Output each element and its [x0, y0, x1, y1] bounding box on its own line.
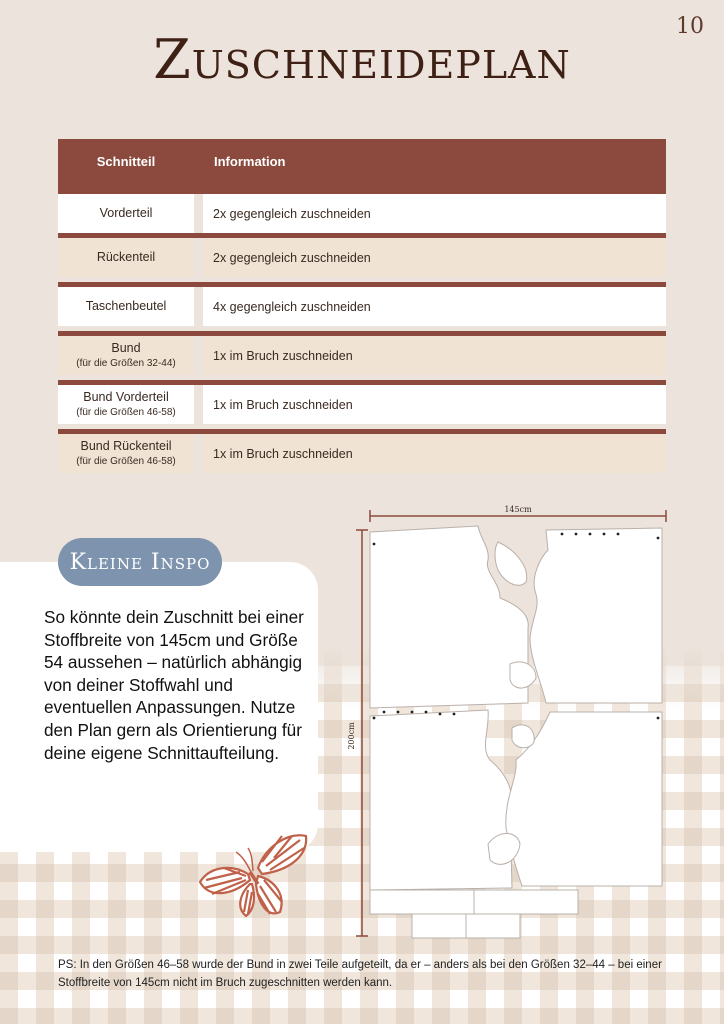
height-label: 200cm — [347, 722, 356, 750]
table-header-information: Information — [214, 154, 286, 169]
table-row — [58, 189, 666, 233]
row-note: (für die Größen 46-58) — [76, 455, 176, 467]
table-row — [58, 282, 666, 326]
ps-note: PS: In den Größen 46–58 wurde der Bund in zwei Teile aufgeteilt, da er – anders als bei den Größen 32–44 – bei einer Stoffbreite von 145cm nicht im Bruch zugeschnitten werden kann. — [58, 959, 662, 989]
cutting-diagram — [340, 498, 680, 943]
row-note: (für die Größen 32-44) — [76, 357, 176, 369]
table-row — [58, 233, 666, 277]
row-info: 2x gegengleich zuschneiden — [213, 206, 371, 221]
row-name: Rückenteil — [96, 250, 156, 264]
row-name: Bund — [111, 340, 141, 355]
table-header-schnitteil: Schnitteil — [96, 154, 156, 169]
inspo-text: So könnte dein Zuschnitt bei einer Stoffbreite von 145cm und Größe 54 aussehen – natürlich abhängig von deiner Stoffwahl und eventuellen Anpassungen. Nutze den Plan gern als Orientierung für deine eigene Schnittaufteilung. — [44, 607, 304, 763]
table-row — [58, 429, 666, 473]
row-info: 2x gegengleich zuschneiden — [213, 250, 371, 265]
table-row — [58, 380, 666, 424]
row-info: 1x im Bruch zuschneiden — [213, 446, 353, 461]
row-note: (für die Größen 46-58) — [76, 406, 176, 418]
page-title: Zuschneideplan — [153, 28, 571, 91]
row-name: Taschenbeutel — [85, 299, 167, 313]
page-number: 10 — [676, 14, 704, 39]
butterfly-icon — [196, 828, 312, 920]
width-label: 145cm — [504, 505, 532, 514]
row-info: 1x im Bruch zuschneiden — [213, 397, 353, 412]
row-name: Bund Vorderteil — [83, 389, 169, 404]
inspo-label: Kleine Inspo — [58, 538, 222, 586]
row-name: Vorderteil — [99, 206, 153, 220]
table-row — [58, 331, 666, 375]
row-info: 1x im Bruch zuschneiden — [213, 348, 353, 363]
row-info: 4x gegengleich zuschneiden — [213, 299, 371, 314]
row-name: Bund Rückenteil — [80, 438, 172, 453]
